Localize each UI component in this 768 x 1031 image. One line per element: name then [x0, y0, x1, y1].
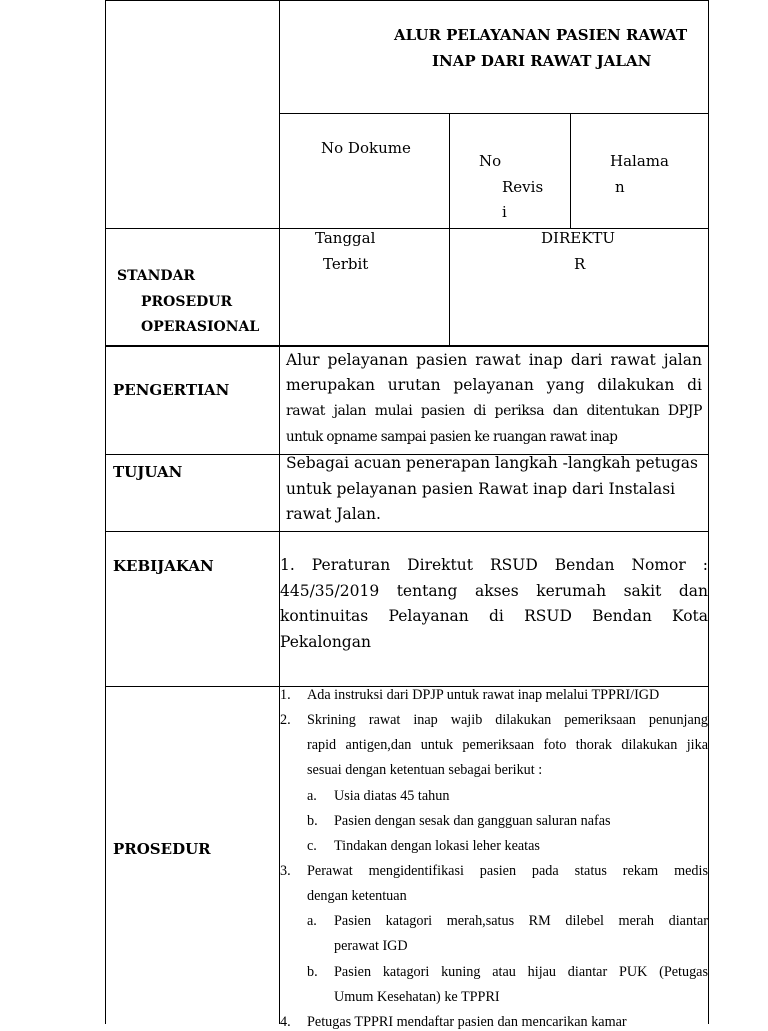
header-row-divider — [279, 113, 709, 114]
halaman-label-2: n — [615, 178, 625, 196]
table-border-top — [105, 0, 709, 1]
header-bottom-border — [105, 345, 709, 347]
prosedur-subitem-letter: b. — [307, 813, 318, 829]
document-title-line2: INAP DARI RAWAT JALAN — [432, 52, 652, 70]
table-border-left — [105, 0, 106, 1024]
prosedur-item-number: 2. — [280, 712, 291, 728]
prosedur-item1: Ada instruksi dari DPJP untuk rawat inap melalui TPPRI/IGD — [307, 687, 660, 703]
prosedur-item2-line2: rapid antigen,dan untuk pemeriksaan foto thorak dilakukan jika — [307, 737, 708, 753]
direktur-label-2: R — [574, 255, 586, 273]
kebijakan-line2: 445/35/2019 tentang akses kerumah sakit dan — [280, 582, 708, 600]
prosedur-item2b: Pasien dengan sesak dan gangguan saluran nafas — [334, 813, 611, 829]
no-revisi-label-1: No — [479, 152, 502, 170]
prosedur-item4-line1: Petugas TPPRI mendaftar pasien dan mencarikan kamar — [307, 1014, 627, 1030]
tujuan-line2: untuk pelayanan pasien Rawat inap dari Instalasi — [286, 480, 676, 498]
prosedur-item-number: 3. — [280, 863, 291, 879]
prosedur-item3-line2: dengan ketentuan — [307, 888, 407, 904]
header-row-divider — [105, 228, 709, 229]
prosedur-item2-line1: Skrining rawat inap wajib dilakukan pemeriksaan penunjang — [307, 712, 708, 728]
tanggal-terbit-label-1: Tanggal — [315, 229, 376, 247]
sop-label-2: PROSEDUR — [141, 294, 233, 310]
kebijakan-label: KEBIJAKAN — [113, 557, 214, 575]
prosedur-subitem-letter: b. — [307, 964, 318, 980]
pengertian-line1: Alur pelayanan pasien rawat inap dari rawat jalan — [286, 351, 702, 369]
tujuan-label: TUJUAN — [113, 463, 183, 481]
sop-label-3: OPERASIONAL — [141, 319, 260, 335]
prosedur-item3a-line2: perawat IGD — [334, 938, 408, 954]
kebijakan-line4: Pekalongan — [280, 633, 371, 651]
no-revisi-label-3: i — [502, 203, 507, 221]
prosedur-item2a: Usia diatas 45 tahun — [334, 788, 450, 804]
prosedur-subitem-letter: a. — [307, 913, 317, 929]
kebijakan-line1: 1. Peraturan Direktut RSUD Bendan Nomor : — [280, 556, 708, 574]
prosedur-item-number: 4. — [280, 1014, 291, 1030]
header-cell-divider — [449, 113, 450, 345]
tujuan-line1: Sebagai acuan penerapan langkah -langkah petugas — [286, 454, 698, 472]
prosedur-item2-line3: sesuai dengan ketentuan sebagai berikut : — [307, 762, 543, 778]
prosedur-item-number: 1. — [280, 687, 291, 703]
tujuan-line3: rawat Jalan. — [286, 505, 381, 523]
direktur-label-1: DIREKTU — [541, 229, 616, 247]
header-cell-divider — [570, 113, 571, 228]
prosedur-subitem-letter: a. — [307, 788, 317, 804]
prosedur-item3b-line2: Umum Kesehatan) ke TPPRI — [334, 989, 500, 1005]
kebijakan-line3: kontinuitas Pelayanan di RSUD Bendan Kota — [280, 607, 708, 625]
prosedur-subitem-letter: c. — [307, 838, 317, 854]
sop-label-1: STANDAR — [117, 268, 196, 284]
pengertian-label: PENGERTIAN — [113, 381, 230, 399]
section-divider — [105, 531, 709, 532]
pengertian-line4: untuk opname sampai pasien ke ruangan rawat inap — [286, 429, 618, 445]
prosedur-label: PROSEDUR — [113, 840, 211, 858]
prosedur-item3a-line1: Pasien katagori merah,satus RM dilebel merah diantar — [334, 913, 708, 929]
table-border-right — [708, 0, 709, 1024]
prosedur-item3-line1: Perawat mengidentifikasi pasien pada status rekam medis — [307, 863, 708, 879]
pengertian-line2: merupakan urutan pelayanan yang dilakukan di — [286, 376, 702, 394]
prosedur-item2c: Tindakan dengan lokasi leher keatas — [334, 838, 540, 854]
no-revisi-label-2: Revis — [502, 178, 544, 196]
pengertian-line3: rawat jalan mulai pasien di periksa dan ditentukan DPJP — [286, 403, 702, 419]
document-title-line1: ALUR PELAYANAN PASIEN RAWAT — [394, 26, 688, 44]
tanggal-terbit-label-2: Terbit — [323, 255, 369, 273]
halaman-label-1: Halama — [610, 152, 669, 170]
prosedur-item3b-line1: Pasien katagori kuning atau hijau diantar PUK (Petugas — [334, 964, 708, 980]
no-dokumen-label: No Dokume — [321, 139, 411, 157]
